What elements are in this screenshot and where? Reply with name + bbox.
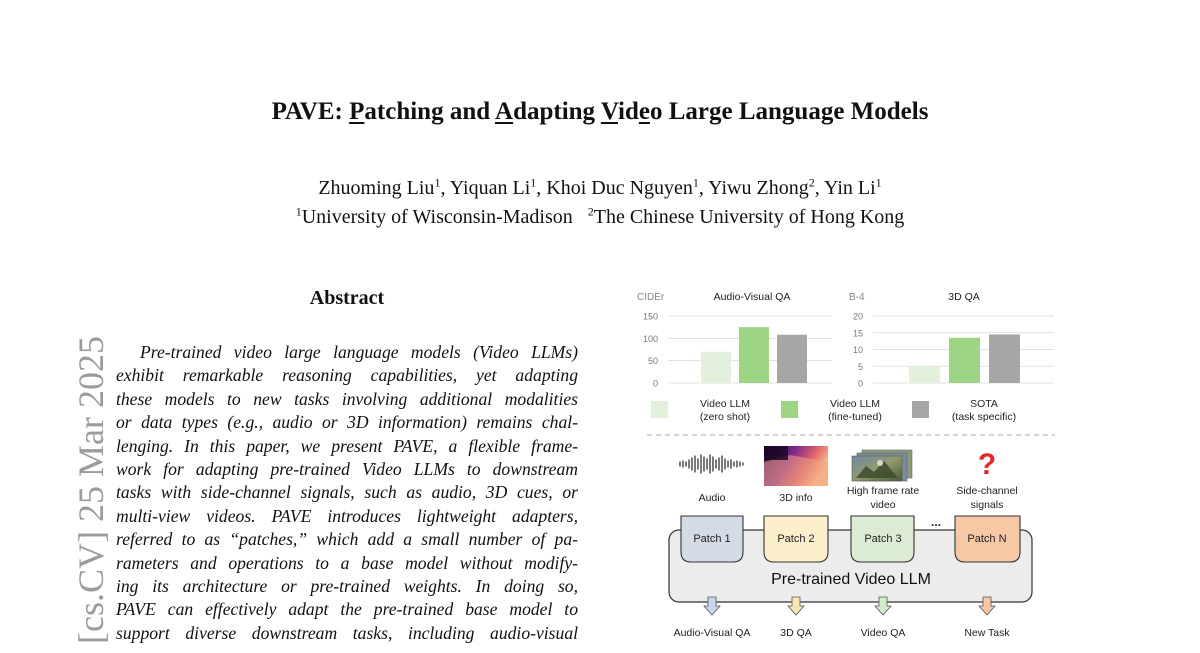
abstract-line: exhibit remarkable reasoning capabilities, yet adapting (116, 365, 578, 386)
author: Yin Li$^1$ (823, 175, 882, 199)
y-tick-label: 150 (642, 311, 658, 322)
abstract-line: support diverse downstream tasks, including audio-visual (116, 622, 578, 643)
bar (701, 352, 731, 383)
author: Yiwu Zhong$^2$, (708, 175, 824, 199)
y-tick-label: 15 (852, 328, 863, 339)
teaser-figure (625, 283, 1065, 648)
abstract-line: work for adapting pre-trained Video LLMs to downstream (116, 458, 578, 479)
abstract-line: these models to new tasks involving additional modalities (116, 388, 578, 409)
y-tick-label: 0 (857, 378, 863, 389)
input-label-3d: 3D info (779, 492, 813, 504)
input-label-video: High frame rate (846, 485, 920, 497)
arxiv-stamp (26, 300, 111, 644)
affiliations (0, 206, 1200, 229)
bar (777, 335, 807, 383)
bar (739, 327, 769, 383)
chart-ylabel: B-4 (849, 292, 865, 303)
output-label: Audio-Visual QA (673, 627, 751, 639)
bar (949, 338, 980, 383)
output-label: New Task (964, 627, 1010, 639)
abstract-line: PAVE can effectively adapt the pre-trained base model to (116, 599, 578, 620)
y-tick-label: 10 (852, 345, 863, 355)
legend-swatch-sota (912, 401, 929, 418)
bar (909, 366, 940, 383)
input-label-side-channel: signals (970, 499, 1004, 511)
chart-title: 3D QA (948, 291, 980, 303)
question-mark-icon: ? (977, 448, 997, 481)
audio-waveform-icon (680, 455, 743, 473)
abstract-line: or data types (e.g., audio or 3D information) remains chal- (116, 412, 578, 433)
video-frames-icon (852, 450, 912, 481)
patch-ellipsis: ... (930, 515, 942, 529)
y-tick-label: 0 (652, 378, 658, 389)
input-label-video: video (870, 499, 896, 511)
base-model-label: Pre-trained Video LLM (771, 571, 931, 588)
patch-n (955, 516, 1020, 562)
legend-label: Video LLM (829, 398, 881, 410)
abstract-line: tasks with side-channel signals, such as audio, 3D cues, or (116, 482, 578, 503)
patch-label: Patch 1 (693, 533, 731, 545)
patch-label: Patch 2 (777, 533, 815, 545)
abstract-heading: Abstract (309, 287, 385, 309)
affiliation: $^1$University of Wisconsin-Madison (295, 204, 573, 228)
input-label-side-channel: Side-channel (956, 485, 1018, 497)
output-label: Video QA (860, 627, 906, 639)
abstract-line: rameters and operations to a base model without modify- (116, 552, 578, 573)
patch-2 (764, 516, 828, 562)
y-tick-label: 100 (642, 333, 658, 344)
legend-swatch-zero-shot (651, 401, 668, 418)
y-tick-label: 20 (852, 311, 863, 322)
chart-legend (651, 398, 1016, 423)
teaser-figure-svg (625, 283, 1065, 648)
arxiv-stamp-text: [cs.CV] 25 Mar 2025 (71, 336, 111, 644)
author: Khoi Duc Nguyen$^1$, (546, 175, 709, 199)
affiliation: $^2$The Chinese University of Hong Kong (587, 204, 905, 228)
chart-ylabel: CIDEr (637, 292, 665, 303)
patch-1 (681, 516, 743, 562)
abstract-line: lenging. In this paper, we present PAVE, a flexible frame- (116, 435, 578, 456)
author-list (0, 177, 1200, 200)
y-tick-label: 50 (647, 356, 658, 367)
input-label-audio: Audio (698, 492, 726, 504)
abstract-line: Pre-trained video large language models (Video LLMs) (140, 342, 578, 362)
legend-swatch-fine-tuned (781, 401, 798, 418)
abstract-body (116, 341, 578, 645)
author: Zhuoming Liu$^1$, (318, 175, 450, 199)
legend-label: SOTA (970, 398, 998, 410)
abstract-line: multi-view videos. PAVE introduces lightweight adapters, (116, 505, 578, 526)
output-label: 3D QA (780, 627, 812, 639)
legend-label: (fine-tuned) (828, 411, 882, 423)
abstract-line: ing its architecture or pre-trained weights. In doing so, (116, 575, 578, 596)
paper-title: PAVE: Patching and Adapting Video Large Language Models (271, 98, 929, 125)
bar (989, 334, 1020, 383)
y-tick-label: 5 (857, 361, 863, 372)
legend-label: (task specific) (951, 411, 1017, 423)
abstract-line: referred to as “patches,” which add a small number of pa- (116, 529, 578, 550)
legend-label: (zero shot) (699, 411, 751, 423)
patch-3 (851, 516, 914, 562)
author: Yiquan Li$^1$, (449, 175, 547, 199)
chart-title: Audio-Visual QA (713, 291, 791, 303)
bar-charts (637, 291, 1054, 389)
patch-label: Patch 3 (864, 533, 902, 545)
depth-map-icon (764, 446, 828, 486)
patch-label: Patch N (967, 533, 1007, 545)
legend-label: Video LLM (699, 398, 751, 410)
